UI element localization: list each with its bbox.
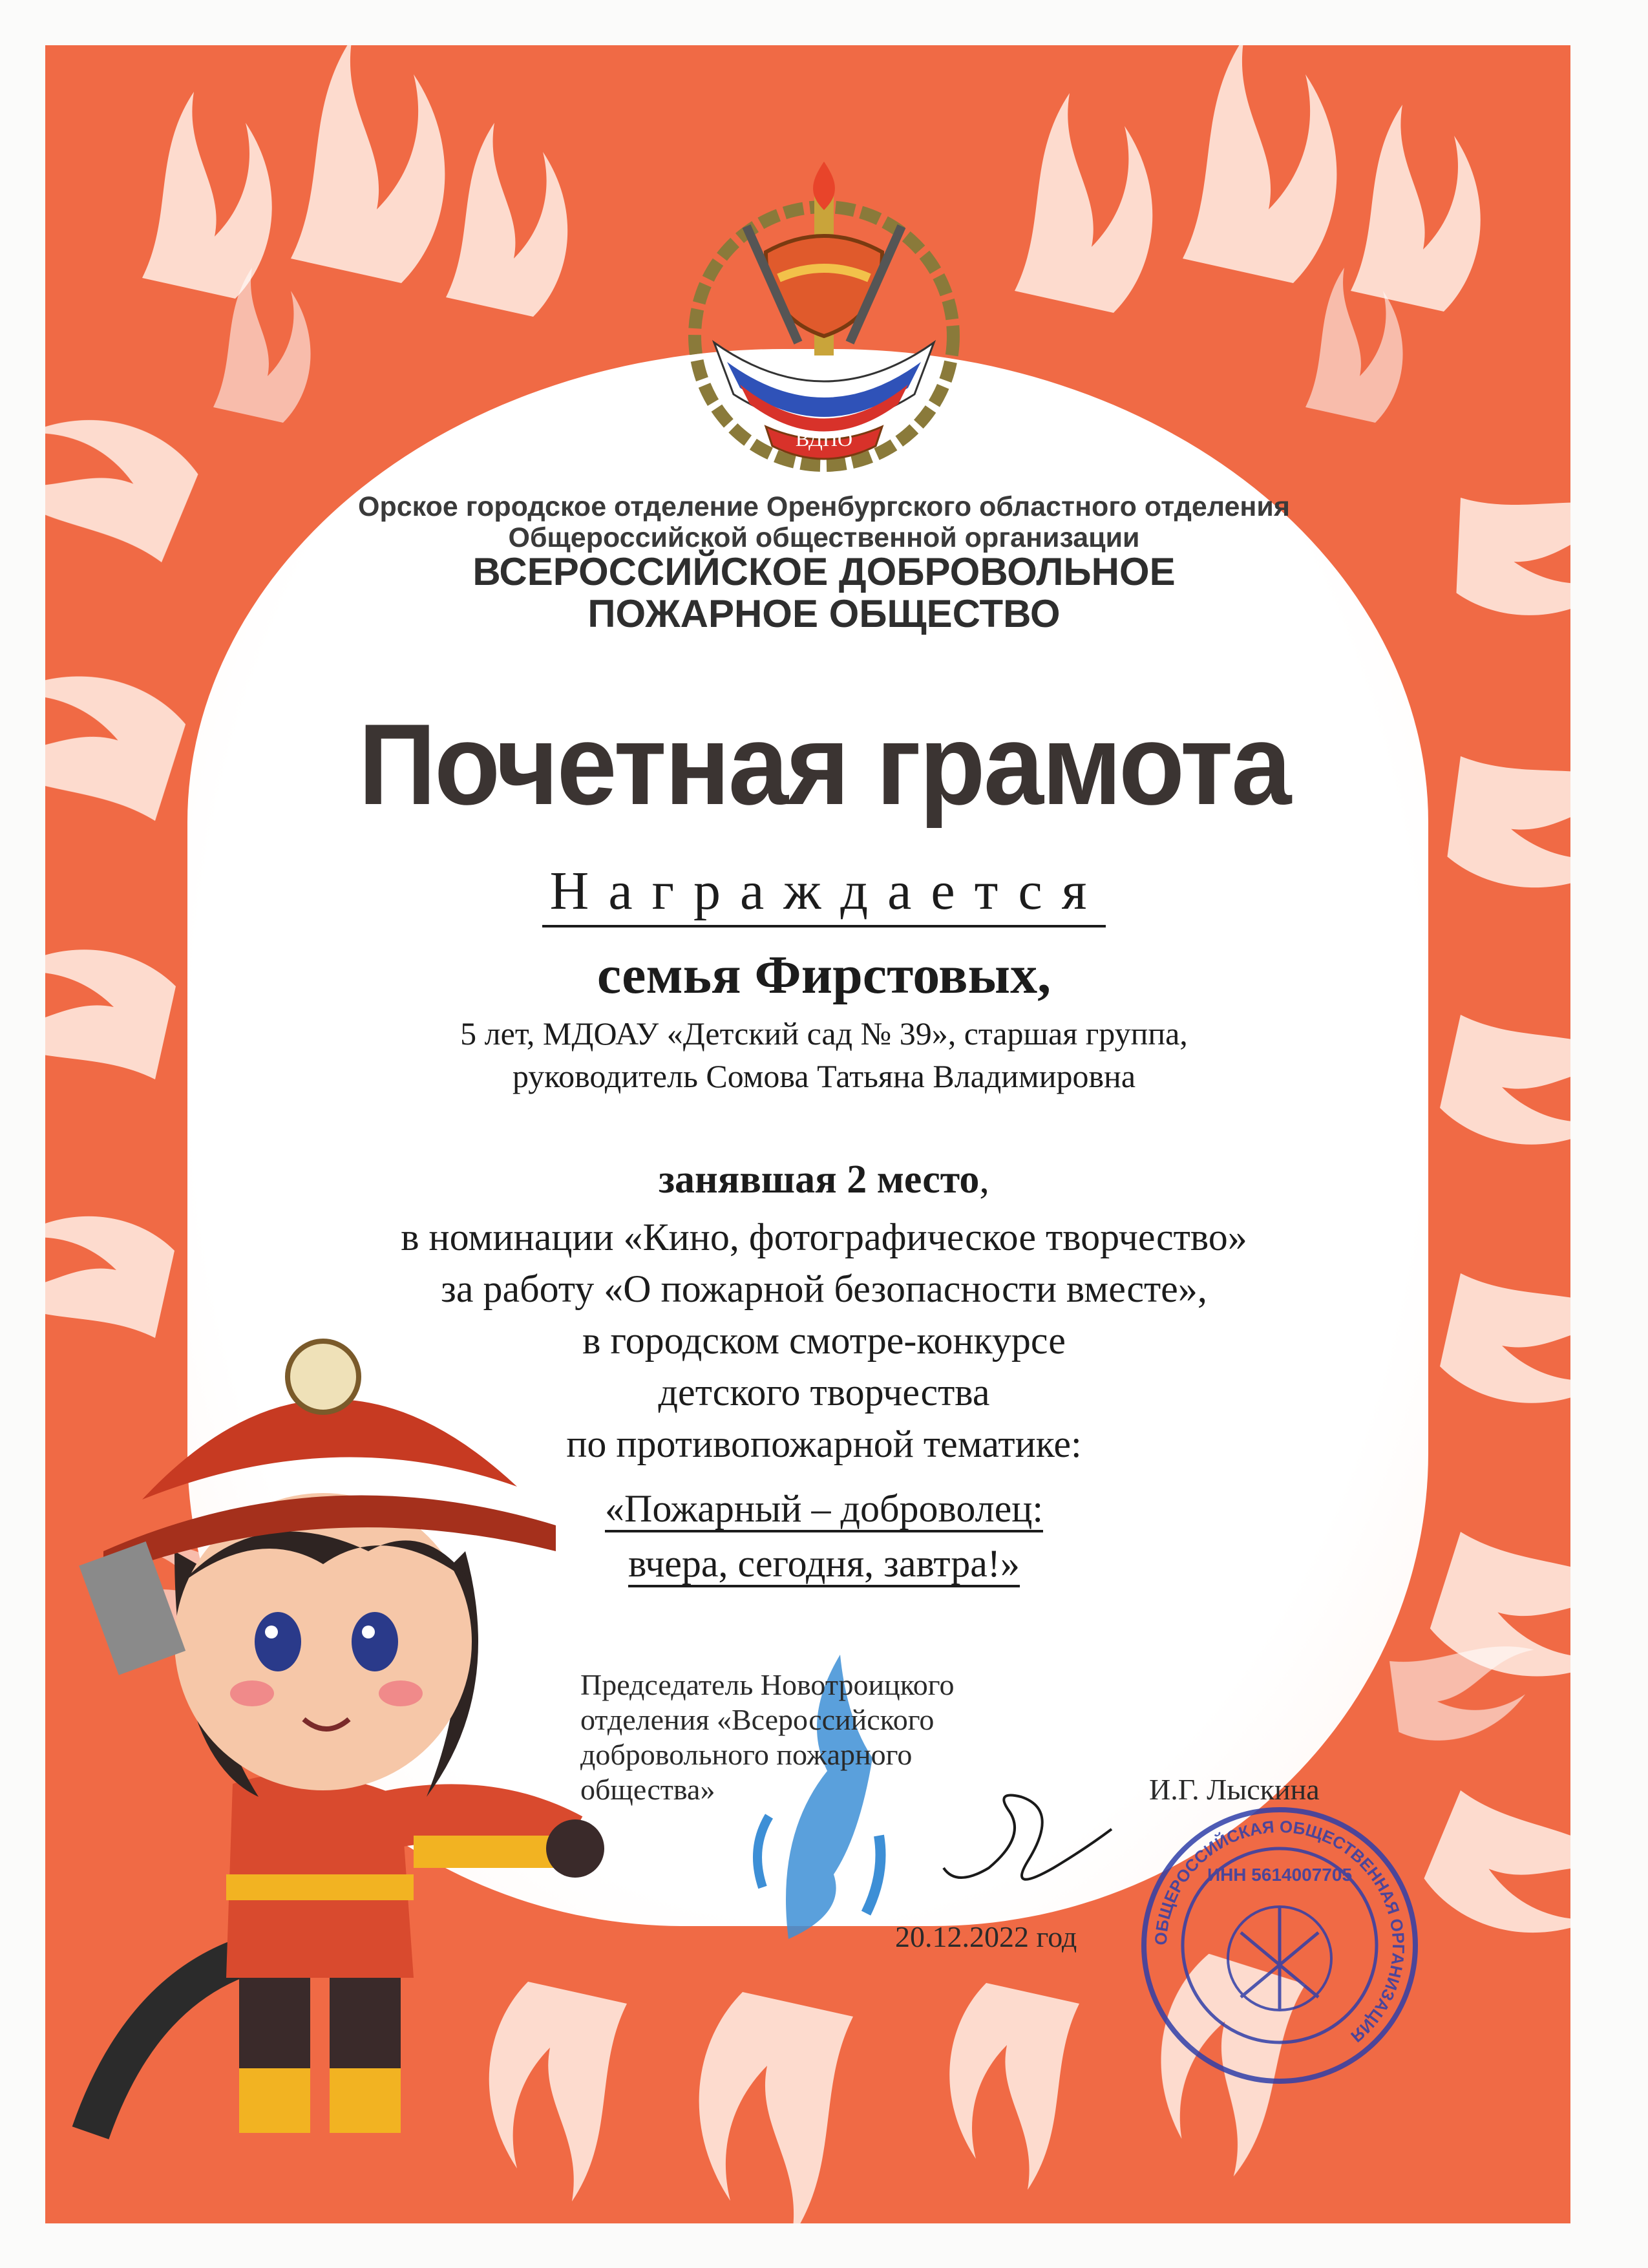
awarded-heading [0,860,1648,922]
slogan-line-2-text: вчера, сегодня, завтра!» [628,1542,1020,1587]
recipient-details-line-1: 5 лет, МДОАУ «Детский сад № 39», старшая группа, [460,1015,1188,1052]
slogan-line-1-text: «Пожарный – доброволец: [605,1487,1043,1532]
society-name-line-1: ВСЕРОССИЙСКОЕ ДОБРОВОЛЬНОЕ [472,550,1176,593]
certificate-title: Почетная грамота [358,700,1290,829]
stamp-inn: ИНН 5614007705 [1207,1865,1353,1885]
signatory-title-line-1: Председатель Новотроицкого [580,1668,955,1701]
vdpo-emblem-icon [669,149,979,485]
stamp-ring-text: ОБЩЕРОССИЙСКАЯ ОБЩЕСТВЕННАЯ ОРГАНИЗАЦИЯ [1150,1816,1409,2046]
recipient-name: семья Фирстовых, [597,945,1051,1005]
nomination-line: в номинации «Кино, фотографическое творчество» [401,1216,1247,1258]
awarded-text: Награждается [542,861,1106,927]
issue-date: 20.12.2022 год [895,1920,1077,1953]
place-bold: занявшая 2 место [659,1158,980,1202]
org-line-2: Общероссийской общественной организации [508,522,1140,553]
firefighter-girl-illustration [65,1306,646,2146]
handwritten-signature [931,1771,1125,1900]
contest-line-1: в городском смотре-конкурсе [582,1319,1066,1362]
signatory-title-line-4: общества» [580,1773,715,1806]
signer-name: И.Г. Лыскина [1149,1773,1320,1806]
place-line [0,1157,1648,1203]
signatory-title-line-2: отделения «Всероссийского [580,1703,935,1736]
place-rest: , [979,1158,989,1202]
organization-stamp [1137,1803,1422,2088]
work-line: за работу «О пожарной безопасности вместе», [441,1267,1207,1310]
contest-line-3: по противопожарной тематике: [566,1423,1082,1465]
contest-line-2: детского творчества [658,1371,990,1414]
emblem-label: ВДПО [795,427,853,450]
org-line-1: Орское городское отделение Оренбургского областного отделения [358,491,1290,522]
recipient-details-line-2: руководитель Сомова Татьяна Владимировна [512,1058,1136,1094]
society-name-line-2: ПОЖАРНОЕ ОБЩЕСТВО [587,592,1061,635]
signatory-title-line-3: добровольного пожарного [580,1738,913,1771]
